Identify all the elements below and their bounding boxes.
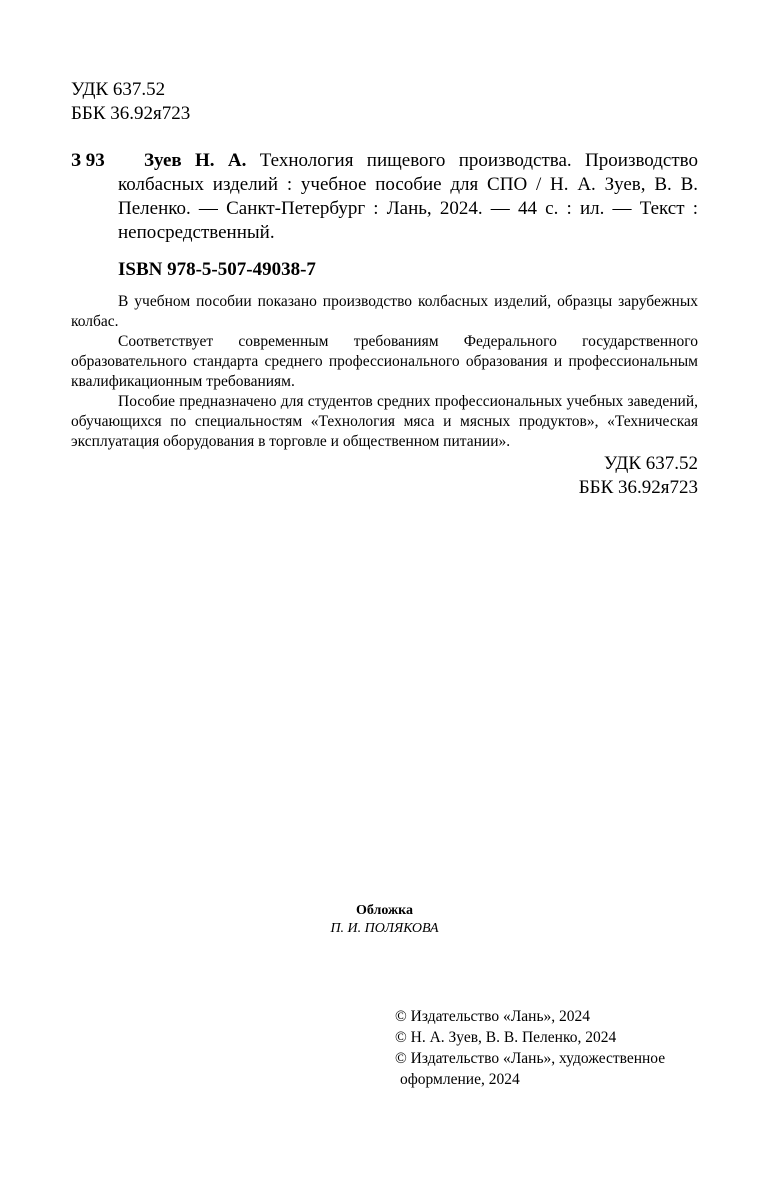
- copyright-line: © Н. А. Зуев, В. В. Пеленко, 2024: [395, 1029, 617, 1046]
- classification-codes-top: [71, 78, 190, 126]
- annotation: [71, 292, 698, 452]
- author-mark: З 93: [71, 150, 105, 171]
- annotation-paragraph: Соответствует современным требованиям Федерального государственного образовательного стандарта среднего профессионального образования и профессиональным квалификационным требованиям.: [71, 333, 698, 390]
- bbk-code: ББК 36.92я723: [578, 477, 698, 498]
- cover-credit: [0, 902, 769, 938]
- record-author: Зуев Н. А.: [144, 150, 247, 171]
- copyright-block: [395, 1006, 665, 1090]
- classification-codes-bottom: [579, 452, 698, 500]
- annotation-paragraph: Пособие предназначено для студентов средних профессиональных учебных заведений, обучающихся по специальностям «Технология мяса и мясных продуктов», «Техническая эксплуатация оборудования в торговле и общественном питании».: [71, 393, 698, 450]
- udk-code: УДК 637.52: [71, 79, 166, 100]
- copyright-line: © Издательство «Лань», 2024: [395, 1008, 591, 1025]
- udk-code: УДК 637.52: [603, 453, 698, 474]
- bibliographic-record: [118, 149, 698, 245]
- cover-designer: П. И. ПОЛЯКОВА: [330, 921, 439, 936]
- bbk-code: ББК 36.92я723: [71, 103, 191, 124]
- isbn: ISBN 978-5-507-49038-7: [118, 259, 316, 280]
- annotation-paragraph: В учебном пособии показано производство колбасных изделий, образцы зарубежных колбас.: [71, 293, 698, 330]
- copyright-line: © Издательство «Лань», художественное: [395, 1050, 666, 1067]
- cover-role: Обложка: [355, 903, 414, 918]
- record-description: Технология пищевого производства. Производство колбасных изделий : учебное пособие для СПО / Н. А. Зуев, В. В. Пеленко. — Санкт-Петербург : Лань, 2024. — 44 с. : ил. — Текст : непосредственный.: [118, 150, 698, 243]
- copyright-line: оформление, 2024: [400, 1071, 520, 1088]
